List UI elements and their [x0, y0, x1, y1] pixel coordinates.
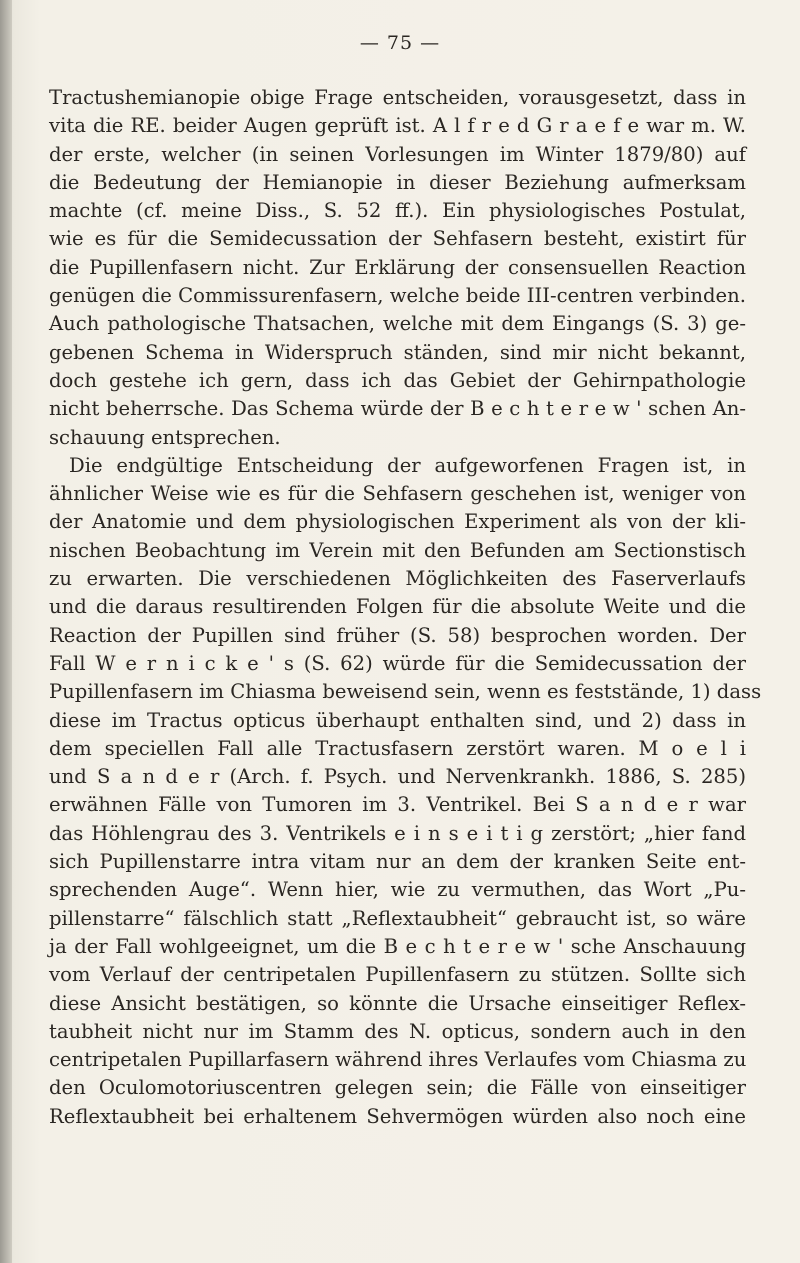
text-line: nischen Beobachtung im Verein mit den Befunden am Sectionstisch — [49, 538, 746, 562]
text-line: Reflextaubheit bei erhaltenem Sehvermögen würden also noch eine — [49, 1104, 746, 1128]
text-line: pillenstarre“ fälschlich statt „Reflextaubheit“ gebraucht ist, so wäre — [49, 906, 746, 930]
text-line: und die daraus resultirenden Folgen für die absolute Weite und die — [49, 595, 746, 619]
text-line: centripetalen Pupillarfasern während ihres Verlaufes vom Chiasma zu — [49, 1048, 747, 1072]
text-line: nicht beherrsche. Das Schema würde der B e c h t e r e w ' schen An- — [49, 397, 746, 421]
text-line: das Höhlengrau des 3. Ventrikels e i n s e i t i g zerstört; „hier fand — [49, 821, 746, 845]
text-line: Die endgültige Entscheidung der aufgeworfenen Fragen ist, in — [69, 453, 746, 477]
text-line: dem speciellen Fall alle Tractusfasern zerstört waren. M o e l i — [49, 736, 746, 760]
text-line: diese im Tractus opticus überhaupt enthalten sind, und 2) dass in — [49, 708, 746, 732]
text-line: Auch pathologische Thatsachen, welche mit dem Eingangs (S. 3) ge- — [49, 312, 746, 336]
text-line: den Oculomotoriuscentren gelegen sein; die Fälle von einseitiger — [49, 1076, 746, 1100]
text-line: die Pupillenfasern nicht. Zur Erklärung der consensuellen Reaction — [49, 255, 746, 279]
text-line: wie es für die Semidecussation der Sehfasern besteht, existirt für — [49, 227, 746, 251]
text-line: der erste, welcher (in seinen Vorlesungen im Winter 1879/80) auf — [49, 142, 746, 166]
text-line: taubheit nicht nur im Stamm des N. opticus, sondern auch in den — [49, 1019, 746, 1043]
text-line: diese Ansicht bestätigen, so könnte die Ursache einseitiger Reflex- — [49, 991, 746, 1015]
text-line: Fall W e r n i c k e ' s (S. 62) würde für die Semidecussation der — [49, 651, 746, 675]
text-line: sich Pupillenstarre intra vitam nur an dem der kranken Seite ent- — [49, 850, 746, 874]
text-line: erwähnen Fälle von Tumoren im 3. Ventrikel. Bei S a n d e r war — [49, 793, 746, 817]
text-line: ja der Fall wohlgeeignet, um die B e c h t e r e w ' sche Anschauung — [49, 934, 746, 958]
text-line: Tractushemianopie obige Frage entscheiden, vorausgesetzt, dass in — [49, 86, 746, 109]
text-line: doch gestehe ich gern, dass ich das Gebiet der Gehirnpathologie — [49, 368, 746, 392]
text-line: und S a n d e r (Arch. f. Psych. und Nervenkrankh. 1886, S. 285) — [49, 765, 746, 789]
body-text — [49, 84, 762, 1131]
page-number: — 75 — — [359, 32, 441, 54]
text-line: schauung entsprechen. — [49, 425, 281, 449]
text-line: Reaction der Pupillen sind früher (S. 58) besprochen worden. Der — [49, 623, 746, 647]
text-line: zu erwarten. Die verschiedenen Möglichkeiten des Faserverlaufs — [49, 567, 746, 591]
text-line: vita die RE. beider Augen geprüft ist. A l f r e d G r a e f e war m. W. — [49, 114, 746, 138]
text-line: ähnlicher Weise wie es für die Sehfasern geschehen ist, weniger von — [49, 482, 746, 506]
text-line: sprechenden Auge“. Wenn hier, wie zu vermuthen, das Wort „Pu- — [49, 878, 746, 902]
text-line: gebenen Schema in Widerspruch ständen, sind mir nicht bekannt, — [49, 340, 746, 364]
text-line: der Anatomie und dem physiologischen Experiment als von der kli- — [49, 510, 746, 534]
text-line: vom Verlauf der centripetalen Pupillenfasern zu stützen. Sollte sich — [49, 963, 746, 987]
text-line: machte (cf. meine Diss., S. 52 ff.). Ein physiologisches Postulat, — [49, 199, 746, 223]
page-binding-edge — [0, 0, 12, 1263]
text-line: Pupillenfasern im Chiasma beweisend sein, wenn es feststände, 1) dass — [49, 680, 762, 704]
text-line: die Bedeutung der Hemianopie in dieser Beziehung aufmerksam — [49, 170, 746, 194]
text-line: genügen die Commissurenfasern, welche beide III-centren verbinden. — [49, 284, 746, 308]
